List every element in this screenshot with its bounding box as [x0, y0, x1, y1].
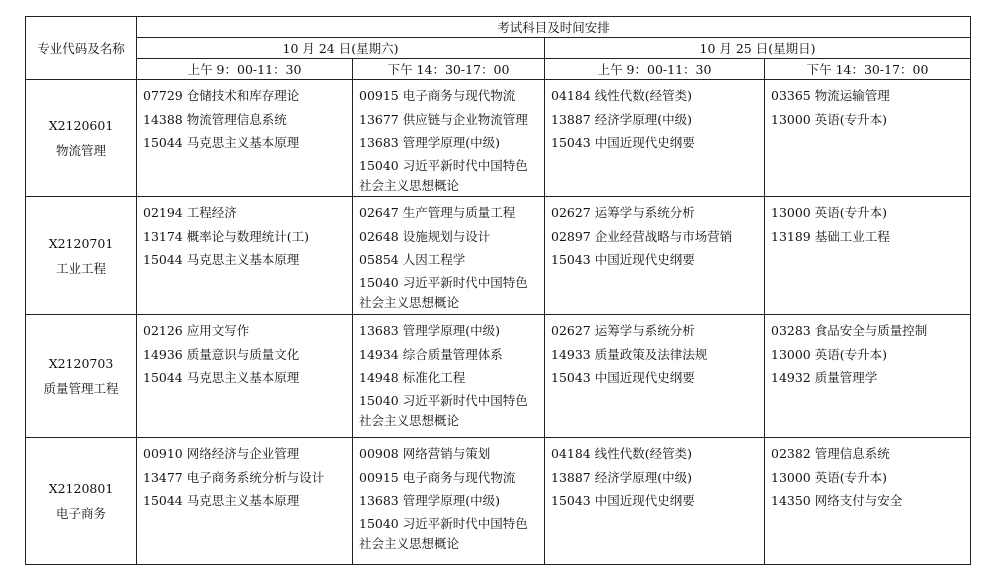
course-cell: [137, 438, 353, 565]
major-code: X2120801: [48, 481, 114, 496]
major-name: 物流管理: [55, 143, 106, 158]
course-item: 13887 经济学原理(中级): [551, 111, 692, 127]
course-item: 02897 企业经营战略与市场营销: [551, 228, 733, 244]
course-item: 07729 仓储技术和库存理论: [143, 88, 300, 103]
course-item: 13000 英语(专升本): [771, 346, 887, 362]
course-item: 14350 网络支付与安全: [771, 493, 903, 508]
major-cell: [26, 315, 137, 438]
course-cell: [765, 80, 971, 197]
course-cell: [545, 80, 765, 197]
table-row: [26, 80, 971, 197]
major-name: 电子商务: [55, 506, 106, 521]
course-item: 04184 线性代数(经管类): [551, 446, 692, 461]
course-item: 15044 马克思主义基本原理: [143, 370, 300, 385]
major-cell: [26, 438, 137, 565]
course-item: 14933 质量政策及法律法规: [551, 346, 708, 362]
table-row: [26, 438, 971, 565]
course-item: 13000 英语(专升本): [771, 469, 887, 485]
course-item: 02627 运筹学与系统分析: [551, 205, 695, 220]
course-item: 15043 中国近现代史纲要: [551, 370, 695, 385]
course-item: 14388 物流管理信息系统: [143, 111, 287, 127]
major-code: X2120601: [48, 118, 114, 133]
major-cell: [26, 80, 137, 197]
course-item: 15044 马克思主义基本原理: [143, 252, 300, 267]
course-cell: [353, 438, 545, 565]
course-item: 00910 网络经济与企业管理: [143, 446, 300, 461]
course-item: 03365 物流运输管理: [771, 88, 890, 103]
course-item: 00915 电子商务与现代物流: [359, 88, 516, 103]
course-cell: [765, 197, 971, 315]
course-cell: [545, 197, 765, 315]
course-item: 02126 应用文写作: [143, 323, 250, 338]
course-item: 15040 习近平新时代中国特色社会主义思想概论: [359, 515, 528, 551]
course-cell: [765, 438, 971, 565]
course-item: 15040 习近平新时代中国特色社会主义思想概论: [359, 157, 528, 193]
schedule-header: 考试科目及时间安排: [137, 17, 971, 38]
slot-header-1: 上午 9：00-11：30: [137, 59, 353, 80]
course-item: 00908 网络营销与策划: [359, 446, 491, 461]
table-row: [26, 315, 971, 438]
course-cell: [353, 80, 545, 197]
course-item: 13174 概率论与数理统计(工): [143, 228, 309, 244]
course-item: 15043 中国近现代史纲要: [551, 493, 695, 508]
course-cell: [545, 438, 765, 565]
major-name: 工业工程: [55, 260, 106, 276]
course-item: 13477 电子商务系统分析与设计: [143, 469, 325, 485]
course-cell: [137, 315, 353, 438]
course-item: 04184 线性代数(经管类): [551, 88, 692, 103]
exam-schedule-table: [25, 16, 971, 565]
course-item: 13683 管理学原理(中级): [359, 493, 500, 508]
course-item: 15040 习近平新时代中国特色社会主义思想概论: [359, 392, 528, 428]
course-item: 00915 电子商务与现代物流: [359, 469, 516, 485]
major-cell: [26, 197, 137, 315]
day-header-2: 10 月 25 日(星期日): [545, 38, 971, 59]
course-item: 02647 生产管理与质量工程: [359, 205, 516, 220]
course-item: 15043 中国近现代史纲要: [551, 252, 695, 267]
course-item: 02382 管理信息系统: [771, 446, 890, 461]
major-code: X2120703: [48, 356, 114, 371]
course-item: 13683 管理学原理(中级): [359, 135, 500, 150]
course-item: 15043 中国近现代史纲要: [551, 135, 695, 150]
major-column-header: 专业代码及名称: [26, 17, 137, 80]
course-item: 13189 基础工业工程: [771, 228, 890, 244]
major-code: X2120701: [48, 235, 114, 251]
slot-header-3: 上午 9：00-11：30: [545, 59, 765, 80]
course-cell: [765, 315, 971, 438]
course-item: 13887 经济学原理(中级): [551, 469, 692, 485]
course-cell: [137, 80, 353, 197]
course-item: 02194 工程经济: [143, 205, 237, 220]
course-item: 13000 英语(专升本): [771, 205, 887, 220]
course-cell: [353, 197, 545, 315]
course-item: 15044 马克思主义基本原理: [143, 493, 300, 508]
course-cell: [137, 197, 353, 315]
course-item: 13000 英语(专升本): [771, 111, 887, 127]
course-item: 13683 管理学原理(中级): [359, 323, 500, 338]
course-item: 05854 人因工程学: [359, 252, 466, 267]
slot-header-2: 下午 14：30-17：00: [353, 59, 545, 80]
course-item: 02627 运筹学与系统分析: [551, 323, 695, 338]
course-item: 03283 食品安全与质量控制: [771, 323, 928, 338]
day-header-1: 10 月 24 日(星期六): [137, 38, 545, 59]
course-item: 15044 马克思主义基本原理: [143, 135, 300, 150]
table-row: [26, 197, 971, 315]
course-cell: [353, 315, 545, 438]
course-item: 14932 质量管理学: [771, 370, 878, 385]
course-item: 15040 习近平新时代中国特色社会主义思想概论: [359, 274, 528, 310]
slot-header-4: 下午 14：30-17：00: [765, 59, 971, 80]
course-item: 14934 综合质量管理体系: [359, 346, 503, 362]
course-item: 02648 设施规划与设计: [359, 228, 491, 244]
course-item: 14948 标准化工程: [359, 370, 466, 385]
course-cell: [545, 315, 765, 438]
course-item: 13677 供应链与企业物流管理: [359, 111, 528, 127]
course-item: 14936 质量意识与质量文化: [143, 346, 300, 362]
major-name: 质量管理工程: [43, 381, 119, 396]
